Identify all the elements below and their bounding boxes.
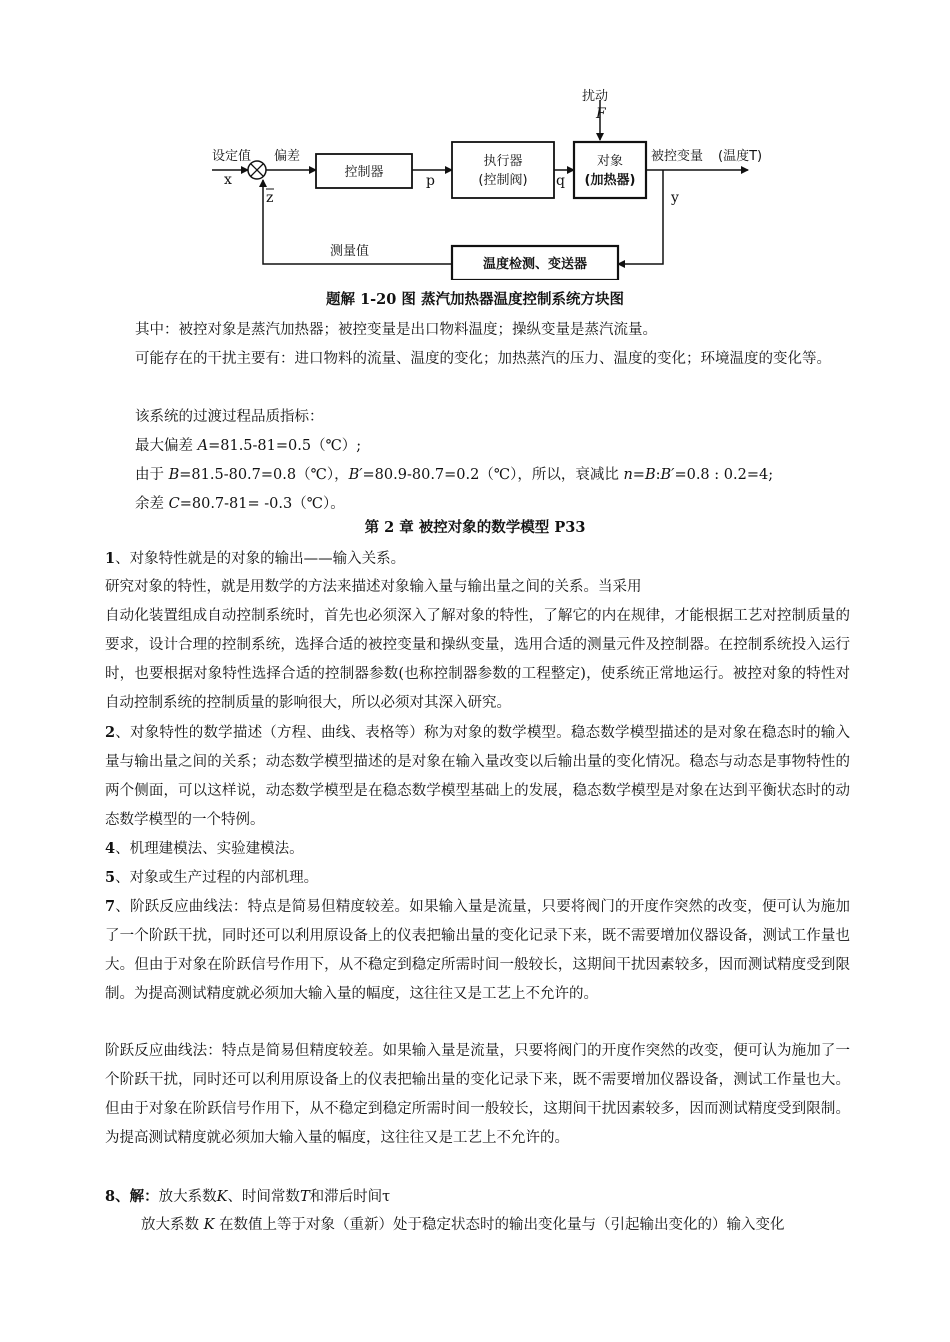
actuator-box bbox=[452, 142, 554, 198]
paragraph-quality-indicators: 该系统的过渡过程品质指标： bbox=[135, 409, 324, 425]
answer-7-repeat: 阶跃反应曲线法：特点是简易但精度较差。如果输入量是流量，只要将阀门的开度作突然的改变，便可认为施加了一个阶跃干扰，同时还可以利用原设备上的仪表把输出量的变化记录下来，既不需要增加仪器设备，测试工作量也大。但由于对象在阶跃信号作用下，从不稳定到稳定所需时间一般较长，这期间干扰因素较多，因而测试精度受到限制。为提高测试精度就必须加大输入量的幅度，这往往又是工艺上不允许的。 bbox=[105, 1043, 850, 1146]
answer-4: 4、机理建模法、实验建模法。 bbox=[105, 840, 304, 857]
answer-1: 1、对象特性就是的对象的输出——输入关系。 bbox=[105, 550, 406, 567]
sensor-label: 温度检测、变送器 bbox=[482, 257, 588, 272]
paragraph-disturbances: 可能存在的干扰主要有：进口物料的流量、温度的变化；加热蒸汽的压力、温度的变化；环境温度的变化等。 bbox=[135, 351, 831, 367]
object-box bbox=[574, 142, 646, 198]
answer-5: 5、对象或生产过程的内部机理。 bbox=[105, 869, 319, 886]
object-label-2: (加热器) bbox=[584, 173, 636, 188]
block-diagram bbox=[190, 80, 790, 280]
q-symbol: q bbox=[556, 173, 565, 189]
controlled-variable-label: 被控变量 bbox=[651, 149, 704, 164]
actuator-label-2: (控制阀) bbox=[478, 173, 528, 188]
answer-7: 7、阶跃反应曲线法：特点是简易但精度较差。如果输入量是流量，只要将阀门的开度作突然的改变，便可认为施加了一个阶跃干扰，同时还可以利用原设备上的仪表把输出量的变化记录下来，既不需要增加仪器设备，测试工作量也大。但由于对象在阶跃信号作用下，从不稳定到稳定所需时间一般较长，这期间干扰因素较多，因而测试精度受到限制。为提高测试精度就必须加大输入量的幅度，这往往又是工艺上不允许的。 bbox=[105, 898, 850, 1002]
answer-8-para2: 放大系数 K 在数值上等于对象（重新）处于稳定状态时的输出变化量与（引起输出变化的）输入变化 bbox=[141, 1217, 785, 1233]
actuator-label-1: 执行器 bbox=[483, 154, 523, 169]
paragraph-max-deviation: 最大偏差 A=81.5-81=0.5（℃）; bbox=[135, 438, 362, 454]
p-symbol: p bbox=[426, 173, 435, 189]
disturbance-label: 扰动 bbox=[582, 89, 609, 104]
answer-8: 8、解：放大系数K、时间常数T和滞后时间τ bbox=[105, 1188, 391, 1205]
measured-value-label: 测量值 bbox=[330, 244, 370, 259]
setpoint-symbol: x bbox=[224, 172, 232, 188]
feedback-symbol: z bbox=[266, 190, 274, 206]
paragraph-residual: 余差 C=80.7-81= -0.3（℃）。 bbox=[135, 496, 345, 512]
setpoint-label: 设定值 bbox=[212, 149, 252, 164]
paragraph-decay-ratio: 由于 B=81.5-80.7=0.8（℃），B′=80.9-80.7=0.2（℃），所以，衰减比 n=B:B′=0.8 : 0.2=4; bbox=[135, 467, 774, 483]
temperature-label: (温度T) bbox=[718, 149, 763, 164]
paragraph-controlled-object: 其中：被控对象是蒸汽加热器；被控变量是出口物料温度；操纵变量是蒸汽流量。 bbox=[135, 322, 657, 338]
deviation-label: 偏差 bbox=[274, 149, 301, 164]
object-label-1: 对象 bbox=[596, 154, 624, 169]
controller-label: 控制器 bbox=[344, 165, 384, 180]
y-symbol: y bbox=[671, 190, 679, 206]
figure-caption: 题解 1-20 图 蒸汽加热器温度控制系统方块图 bbox=[326, 291, 624, 308]
summing-junction bbox=[248, 161, 266, 179]
answer-1-para2: 研究对象的特性，就是用数学的方法来描述对象输入量与输出量之间的关系。当采用 bbox=[105, 579, 642, 595]
chapter-heading: 第 2 章 被控对象的数学模型 P33 bbox=[364, 519, 586, 536]
answer-2: 2、对象特性的数学描述（方程、曲线、表格等）称为对象的数学模型。稳态数学模型描述的是对象在稳态时的输入量与输出量之间的关系；动态数学模型描述的是对象在输入量改变以后输出量的变化情况。稳态与动态是事物特性的两个侧面，可以这样说，动态数学模型是在稳态数学模型基础上的发展，稳态数学模型是对象在达到平衡状态时的动态数学模型的一个特例。 bbox=[105, 724, 850, 828]
disturbance-symbol: F bbox=[596, 106, 606, 122]
answer-1-para3: 自动化装置组成自动控制系统时，首先也必须深入了解对象的特性，了解它的内在规律，才能根据工艺对控制质量的要求，设计合理的控制系统，选择合适的被控变量和操纵变量，选用合适的测量元件及控制器。在控制系统投入运行时，也要根据对象特性选择合适的控制器参数(也称控制器参数的工程整定)，使系统正常地运行。被控对象的特性对自动控制系统的控制质量的影响很大，所以必须对其深入研究。 bbox=[105, 608, 850, 711]
